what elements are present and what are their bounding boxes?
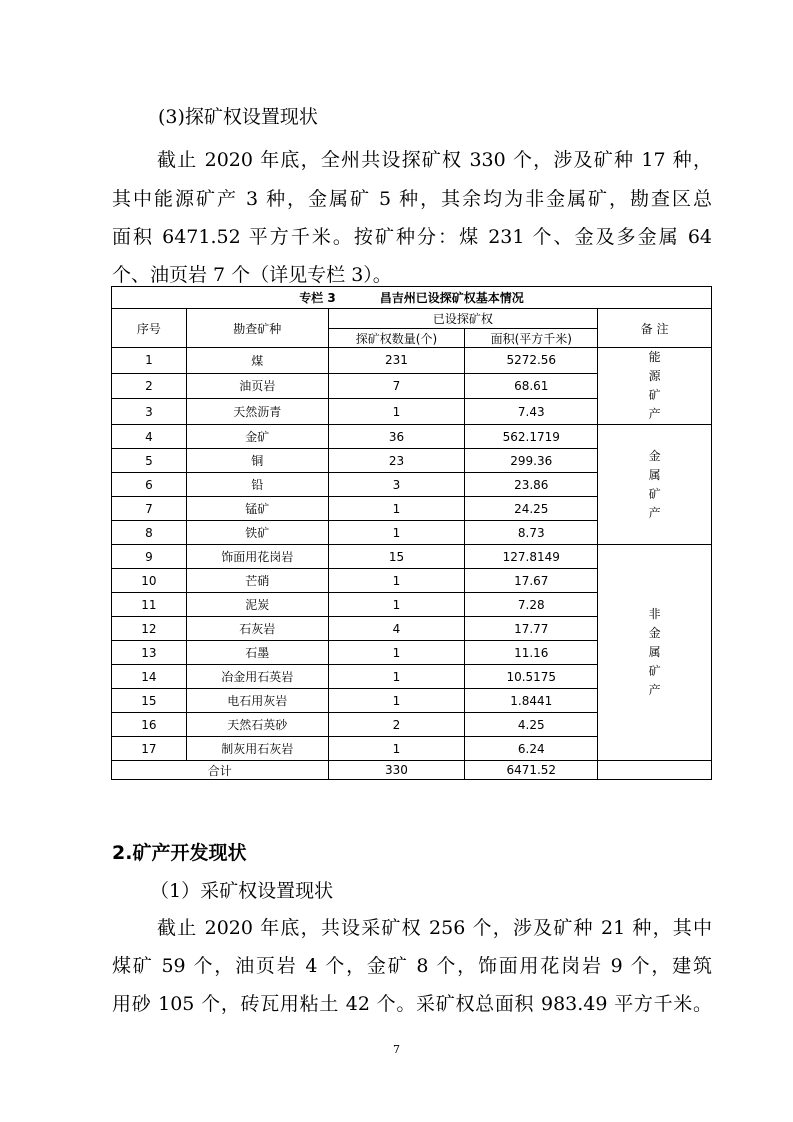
total-remarks: [598, 761, 712, 780]
row-area: 4.25: [465, 713, 598, 737]
row-area: 10.5175: [465, 665, 598, 689]
remarks-char: 属: [648, 645, 661, 659]
row-area: 7.28: [465, 593, 598, 617]
row-index: 6: [112, 473, 187, 497]
row-index: 17: [112, 737, 187, 761]
row-area: 127.8149: [465, 545, 598, 569]
row-index: 10: [112, 569, 187, 593]
row-mineral: 铅: [186, 473, 328, 497]
row-index: 8: [112, 521, 187, 545]
row-index: 12: [112, 617, 187, 641]
row-count: 3: [328, 473, 465, 497]
total-area: 6471.52: [465, 761, 598, 780]
row-count: 1: [328, 641, 465, 665]
paragraph-line: 截止 2020 年底，共设采矿权 256 个，涉及矿种 21 种，其中: [157, 917, 712, 939]
row-mineral: 金矿: [186, 425, 328, 449]
row-index: 11: [112, 593, 187, 617]
row-index: 15: [112, 689, 187, 713]
row-index: 9: [112, 545, 187, 569]
paragraph-line: 用砂 105 个，砖瓦用粘土 42 个。采矿权总面积 983.49 平方千米。: [112, 993, 712, 1015]
table-title-text: 昌吉州已设探矿权基本情况: [379, 291, 524, 305]
row-count: 1: [328, 569, 465, 593]
row-count: 15: [328, 545, 465, 569]
row-area: 1.8441: [465, 689, 598, 713]
row-mineral: 油页岩: [186, 373, 328, 399]
remarks-group-nonmetal: [598, 545, 712, 761]
remarks-group-energy: [598, 348, 712, 425]
row-count: 231: [328, 348, 465, 374]
row-area: 24.25: [465, 497, 598, 521]
page-number: 7: [393, 1043, 400, 1056]
section-heading: 2.矿产开发现状: [112, 842, 247, 864]
row-count: 1: [328, 689, 465, 713]
row-count: 7: [328, 373, 465, 399]
remarks-char: 产: [648, 505, 661, 520]
row-mineral: 天然沥青: [186, 399, 328, 425]
row-index: 13: [112, 641, 187, 665]
row-count: 2: [328, 713, 465, 737]
row-area: 299.36: [465, 449, 598, 473]
row-index: 2: [112, 373, 187, 399]
table-body: [112, 348, 712, 761]
row-area: 23.86: [465, 473, 598, 497]
table-total-row: [112, 761, 712, 780]
row-area: 17.67: [465, 569, 598, 593]
row-count: 36: [328, 425, 465, 449]
row-mineral: 煤: [186, 348, 328, 374]
row-mineral: 芒硝: [186, 569, 328, 593]
remarks-char: 产: [648, 683, 661, 697]
remarks-char: 金: [648, 448, 661, 463]
remarks-char: 矿: [648, 388, 661, 402]
row-area: 562.1719: [465, 425, 598, 449]
row-index: 7: [112, 497, 187, 521]
remarks-char: 源: [648, 369, 661, 383]
header-index: 序号: [112, 309, 187, 348]
row-area: 11.16: [465, 641, 598, 665]
remarks-char: 属: [648, 467, 661, 482]
row-mineral: 泥炭: [186, 593, 328, 617]
row-mineral: 铜: [186, 449, 328, 473]
remarks-char: 矿: [648, 486, 661, 501]
table-row: [112, 348, 712, 374]
row-mineral: 天然石英砂: [186, 713, 328, 737]
header-area: 面积(平方千米): [465, 329, 598, 348]
row-area: 5272.56: [465, 348, 598, 374]
column-label: 专栏 3: [299, 291, 336, 305]
row-mineral: 石墨: [186, 641, 328, 665]
header-remarks: 备 注: [598, 309, 712, 348]
remarks-char: 矿: [648, 664, 661, 678]
row-count: 1: [328, 399, 465, 425]
row-count: 1: [328, 521, 465, 545]
subsection-heading: (3)探矿权设置现状: [158, 106, 318, 128]
paragraph-line: 个、油页岩 7 个（详见专栏 3）。: [112, 264, 392, 286]
row-mineral: 铁矿: [186, 521, 328, 545]
row-count: 4: [328, 617, 465, 641]
row-area: 8.73: [465, 521, 598, 545]
paragraph-line: 截止 2020 年底，全州共设探矿权 330 个，涉及矿种 17 种，: [157, 149, 712, 171]
row-count: 23: [328, 449, 465, 473]
row-count: 1: [328, 593, 465, 617]
paragraph-line: 面积 6471.52 平方千米。按矿种分：煤 231 个、金及多金属 64: [112, 226, 712, 248]
row-count: 1: [328, 737, 465, 761]
total-count: 330: [328, 761, 465, 780]
row-index: 3: [112, 399, 187, 425]
row-mineral: 冶金用石英岩: [186, 665, 328, 689]
row-index: 1: [112, 348, 187, 374]
row-mineral: 饰面用花岗岩: [186, 545, 328, 569]
row-index: 16: [112, 713, 187, 737]
row-mineral: 石灰岩: [186, 617, 328, 641]
subsection-heading: （1）采矿权设置现状: [150, 880, 334, 902]
remarks-char: 非: [648, 607, 661, 621]
paragraph-line: 煤矿 59 个，油页岩 4 个，金矿 8 个，饰面用花岗岩 9 个，建筑: [112, 955, 712, 977]
row-mineral: 制灰用石灰岩: [186, 737, 328, 761]
row-count: 1: [328, 665, 465, 689]
table-row: [112, 425, 712, 449]
remarks-char: 金: [648, 626, 661, 640]
header-group: 已设探矿权: [328, 309, 598, 329]
row-mineral: 电石用灰岩: [186, 689, 328, 713]
row-index: 14: [112, 665, 187, 689]
row-index: 4: [112, 425, 187, 449]
remarks-group-metal: [598, 425, 712, 545]
row-area: 6.24: [465, 737, 598, 761]
table-title: [112, 287, 712, 309]
row-area: 68.61: [465, 373, 598, 399]
row-count: 1: [328, 497, 465, 521]
exploration-rights-table: [111, 286, 712, 780]
header-count: 探矿权数量(个): [328, 329, 465, 348]
header-mineral: 勘查矿种: [186, 309, 328, 348]
row-mineral: 锰矿: [186, 497, 328, 521]
remarks-char: 产: [648, 407, 661, 421]
paragraph-line: 其中能源矿产 3 种，金属矿 5 种，其余均为非金属矿，勘查区总: [112, 188, 712, 210]
remarks-char: 能: [648, 350, 661, 364]
total-label: 合计: [112, 761, 329, 780]
row-index: 5: [112, 449, 187, 473]
row-area: 17.77: [465, 617, 598, 641]
row-area: 7.43: [465, 399, 598, 425]
table-row: [112, 545, 712, 569]
